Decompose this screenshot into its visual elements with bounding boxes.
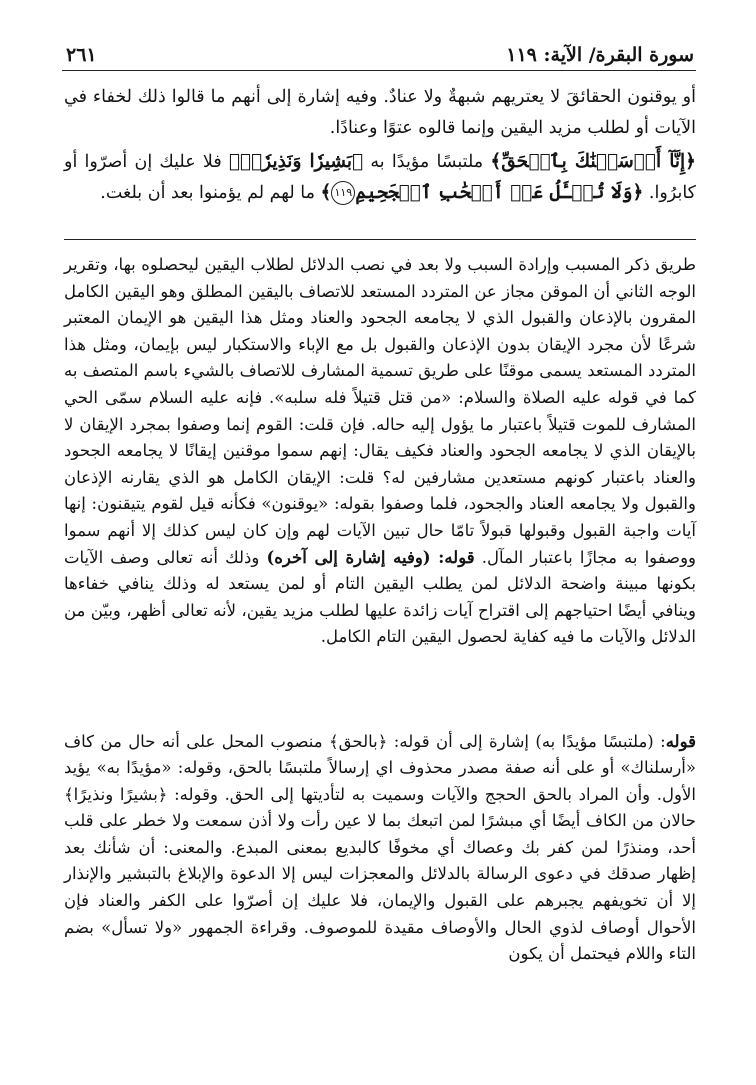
quran-verse-3-close: ﴾: [320, 181, 332, 203]
commentary-paragraph-1: طريق ذكر المسبب وإرادة السبب ولا بعد في نصب الدلائل لطلاب اليقين ليحصلوه بها، وتقرير الوجه الثاني أن الموقن مجاز عن المتردد المستعد للاتصاف باليقين المطلق وهو اليقين الكامل المقرون بالإذعان والقبول الذي لا يجامعه الجحود والعناد ومثل هذا اليقين هو الإيمان المعتبر شرعًا لأن مجرد الإيقان بدون الإذعان والقبول بل مع الإباء والاستكبار ليس بإيمان، ومثل هذا المتردد المستعد يسمى موقنًا على طريق تسمية المشارف للاتصاف بالشيء باسم المتصف به كما في قوله عليه الصلاة والسلام: «من قتل قتيلاً فله سلبه». فإنه عليه السلام سمّى الحي المشارف للموت قتيلاً باعتبار ما يؤول إليه حاله. فإن قلت: القوم إنما وصفوا بمجرد الإيقان لا بالإيقان الذي لا يجامعه الجحود والعناد فكيف يقال: إنهم سموا موقنين إيقانًا لا يجامعه الجحود والعناد باعتبار كونهم مستعدين مشارفين له؟ قلت: الإيقان الكامل هو الذي يقارنه الإذعان والقبول ولا يجامعه العناد والجحود، فلما وصفوا بقوله: «يوقنون» فكأنه قيل لقوم يتيقنون: إنها آيات واجبة القبول وقبولها قبولاً تامّا حال تبين الآيات لهم وإن كان ليس كذلك إلا أنهم سموا ووصفوا به مجازًا باعتبار المآل.: [64, 255, 697, 567]
main-paragraph-2: [64, 147, 696, 208]
commentary-keyword-1: قوله: (وفيه إشارة إلى آخره): [266, 547, 475, 567]
running-title: سورة البقرة/ الآية: ١١٩: [506, 44, 694, 66]
quran-verse-1: ﴿إِنَّآ أَرۡسَلۡنَٰكَ بِٱلۡحَقِّ﴾: [490, 151, 696, 172]
commentary-section-2: [64, 712, 696, 984]
page-header: [62, 38, 696, 71]
page-number: ٢٦١: [66, 44, 97, 66]
commentary-paragraph-2: : (ملتبسًا مؤيدًا به) إشارة إلى أن قوله: ﴿بالحق﴾ منصوب المحل على أنه حال من كاف «أرسلناك» أو على أنه صفة مصدر محذوف اي إرسالاً ملتبسًا بالحق، وقوله: «مؤيدًا به» يؤيد الأول. وأن المراد بالحق الحجج والآيات وسميت به لتأديتها إلى الحق. وقوله: ﴿بشيرًا ونذيرًا﴾ حالان من الكاف أيضًا أي مبشرًا لمن اتبعك بما لا عين رأت ولا أذن سمعت ولا خطر على قلب أحد، ومنذرًا لمن كفر بك وعصاك أي مخوفًا كالبديع بمعنى المبدع. والمعنى: أن شأنك بعد إظهار صدقك في دعوى الرسالة بالدلائل والمعجزات ليس إلا الدعوة والإبلاغ بالتبشير والإنذار إلا أن تخويفهم يجبرهم على القبول والإيمان، فلا عليك إن أصرّوا على الكفر والعناد فإن الأحوال أوصاف لذوي الحال والأوصاف مقيدة للموصوف. وقراءة الجمهور «ولا تسأل» بضم التاء واللام فيحتمل أن يكون: [64, 731, 696, 964]
quran-verse-2: ﴿بَشِيرٗا وَنَذِيرٗاۖ﴾: [228, 151, 364, 172]
main-text-segment-3: ما لهم لم يؤمنوا بعد أن بلغت.: [100, 182, 321, 203]
commentary-keyword-2: قوله: [665, 731, 696, 751]
main-text: [64, 82, 696, 212]
ayah-number-marker: ١١٩: [331, 181, 355, 205]
commentary-section-1: [64, 252, 696, 651]
commentary-paragraph-1b: وذلك أنه تعالى وصف الآيات بكونها مبينة واضحة الدلائل لمن يطلب اليقين التام أو لمن يستعد له وذلك ينافي خفاءها وينافي أيضًا احتياجهم إلى اقتراح آيات زائدة عليها لطلب مزيد يقين، لأنه تعالى أظهر، وبيّن من الدلائل والآيات ما فيه كفاية لحصول اليقين التام الكامل.: [64, 547, 696, 647]
separator-line: [64, 239, 696, 240]
main-paragraph-1: أو يوقنون الحقائقَ لا يعتريهم شبهةٌ ولا عنادٌ. وفيه إشارة إلى أنهم ما قالوا ذلك لخفاء في الآيات أو لطلب مزيد اليقين وإنما قالوه عتوًا وعنادًا.: [64, 87, 696, 138]
main-text-segment-1: ملتبسًا مؤيدًا به: [363, 152, 491, 172]
main-text-segment-2: فلا عليك إن أصرّوا أو كابرُوا.: [64, 152, 696, 203]
quran-verse-3: ﴿وَلَا تُسۡـَٔلُ عَنۡ أَصۡحَٰبِ ٱلۡجَحِيمِ: [355, 181, 644, 203]
